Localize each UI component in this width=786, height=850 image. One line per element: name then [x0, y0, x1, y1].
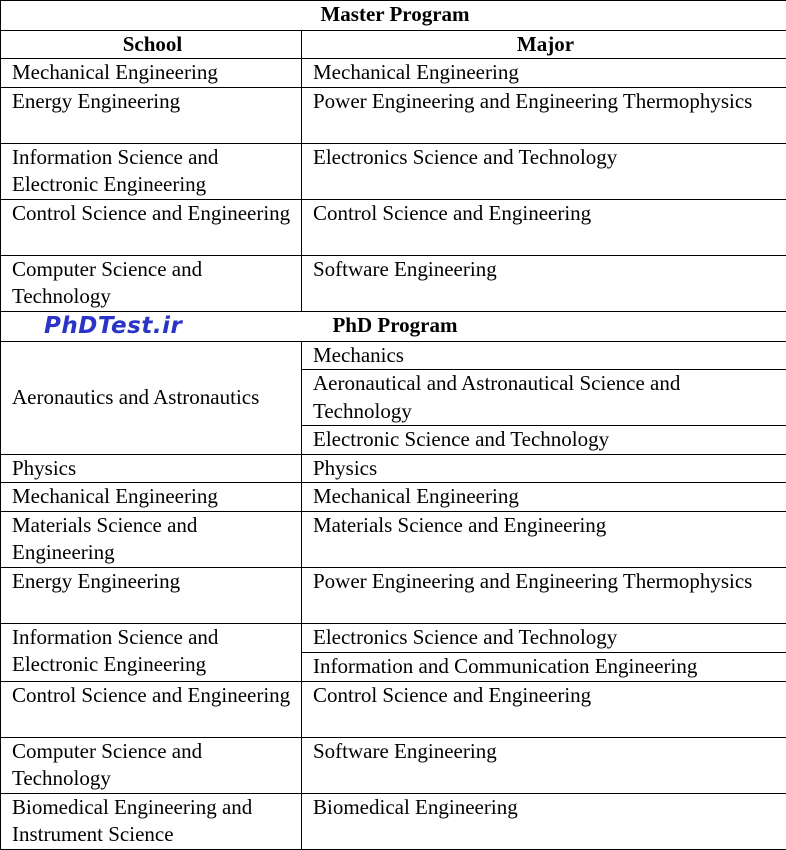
table-row [1, 341, 786, 370]
school-cell: Mechanical Engineering [1, 59, 302, 88]
major-cell: Information and Communication Engineering [302, 652, 786, 681]
school-cell: Biomedical Engineering and Instrument Science [1, 793, 302, 849]
major-column-header: Major [302, 31, 786, 59]
table-row [1, 199, 786, 255]
major-cell: Power Engineering and Engineering Thermophysics [302, 87, 786, 143]
table-row [1, 87, 786, 143]
major-cell: Mechanics [302, 341, 786, 370]
table-row [1, 454, 786, 483]
header-row [1, 31, 786, 59]
major-cell: Software Engineering [302, 255, 786, 311]
school-cell: Materials Science and Engineering [1, 511, 302, 567]
major-cell: Biomedical Engineering [302, 793, 786, 849]
major-cell: Electronics Science and Technology [302, 143, 786, 199]
table-row [1, 255, 786, 311]
major-cell: Physics [302, 454, 786, 483]
table-row [1, 793, 786, 849]
table-row [1, 623, 786, 652]
major-cell: Mechanical Engineering [302, 483, 786, 512]
master-program-title: Master Program [1, 1, 786, 31]
master-title-row [1, 1, 786, 31]
major-cell: Control Science and Engineering [302, 681, 786, 737]
school-cell: Physics [1, 454, 302, 483]
major-cell: Software Engineering [302, 737, 786, 793]
school-cell: Energy Engineering [1, 87, 302, 143]
school-cell: Information Science and Electronic Engineering [1, 623, 302, 681]
school-cell: Information Science and Electronic Engineering [1, 143, 302, 199]
school-cell: Control Science and Engineering [1, 199, 302, 255]
table-row [1, 143, 786, 199]
major-cell: Materials Science and Engineering [302, 511, 786, 567]
table-row [1, 59, 786, 88]
major-cell: Aeronautical and Astronautical Science and Technology [302, 370, 786, 426]
table-row [1, 681, 786, 737]
school-cell: Aeronautics and Astronautics [1, 341, 302, 454]
major-cell: Power Engineering and Engineering Thermophysics [302, 567, 786, 623]
school-cell: Computer Science and Technology [1, 255, 302, 311]
school-cell: Computer Science and Technology [1, 737, 302, 793]
phd-program-title: PhD Program [332, 313, 457, 337]
major-cell: Control Science and Engineering [302, 199, 786, 255]
school-column-header: School [1, 31, 302, 59]
major-cell: Electronics Science and Technology [302, 623, 786, 652]
watermark-logo: PhDTest.ir [44, 313, 182, 340]
school-cell: Control Science and Engineering [1, 681, 302, 737]
table-row [1, 737, 786, 793]
table-row [1, 483, 786, 512]
school-cell: Energy Engineering [1, 567, 302, 623]
table-row [1, 511, 786, 567]
phd-program-title-cell [1, 311, 786, 341]
major-cell: Mechanical Engineering [302, 59, 786, 88]
school-cell: Mechanical Engineering [1, 483, 302, 512]
phd-title-row [1, 311, 786, 341]
table-row [1, 567, 786, 623]
major-cell: Electronic Science and Technology [302, 426, 786, 455]
